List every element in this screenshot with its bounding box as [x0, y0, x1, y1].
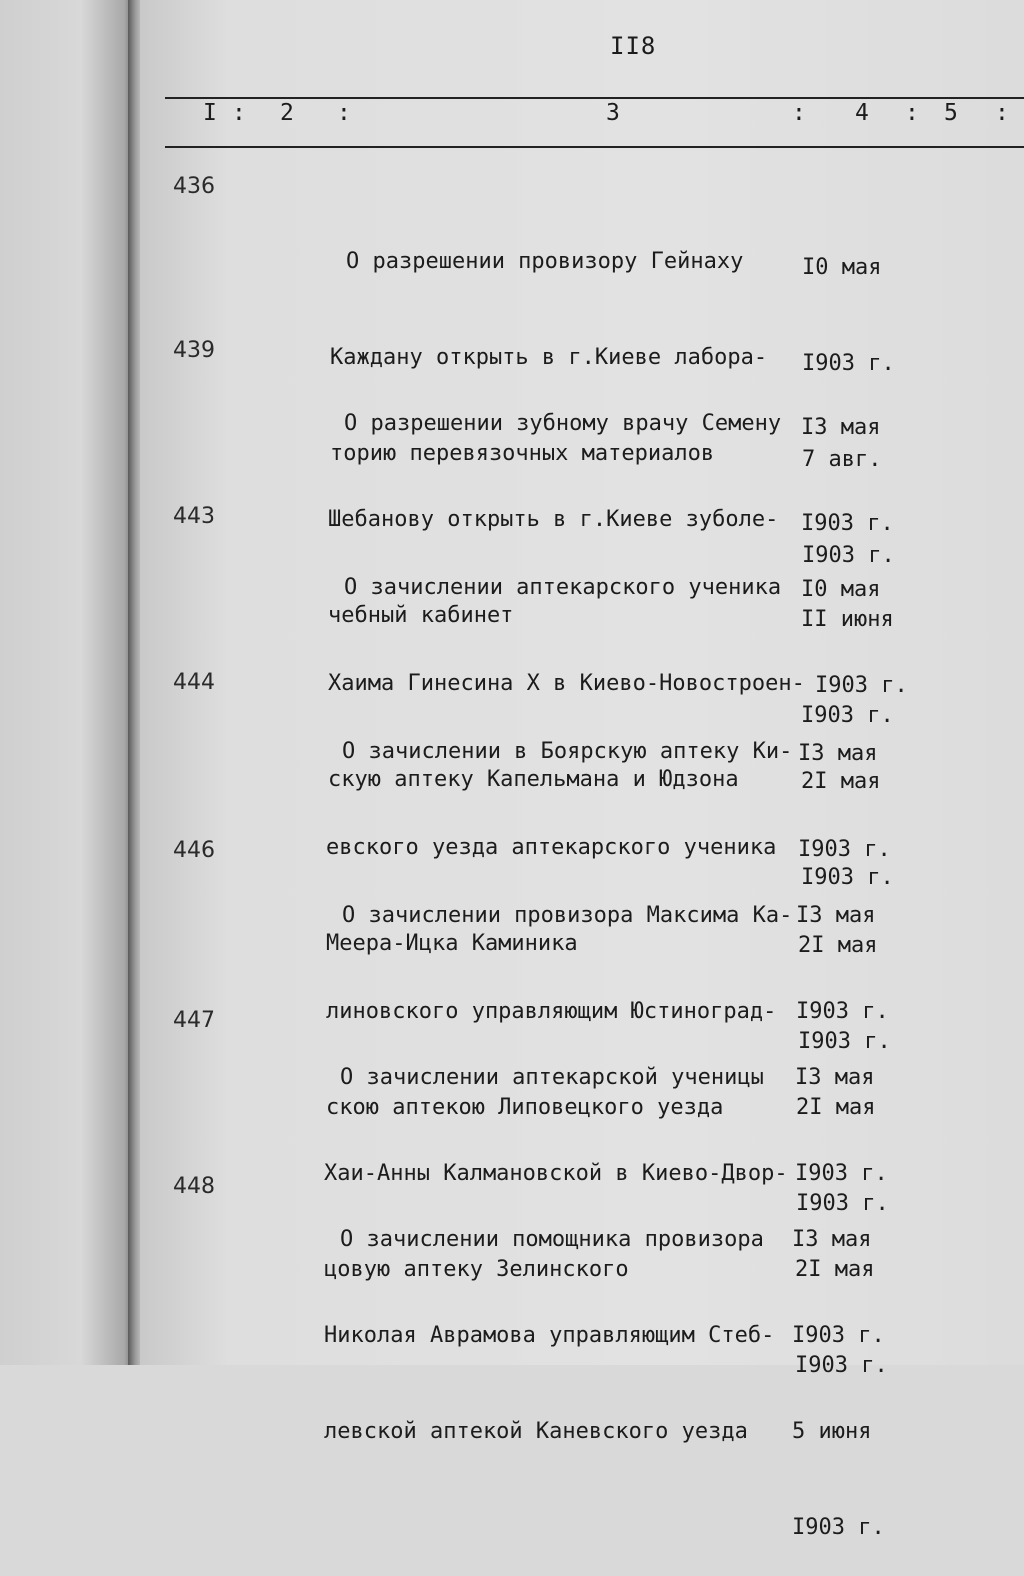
desc-line: левской аптекой Каневского уезда: [324, 1419, 748, 1444]
header-col-1: I: [203, 100, 217, 126]
date-end-year: I903 г.: [801, 865, 894, 890]
entry-number: 436: [173, 174, 215, 199]
date-start-year: I903 г.: [815, 673, 908, 698]
date-end-year: I903 г.: [796, 1191, 889, 1216]
desc-line: О зачислении аптекарской ученицы: [340, 1065, 764, 1090]
date-end: 2I мая: [798, 933, 878, 958]
header-col-4: 4: [855, 100, 869, 126]
desc-line: цовую аптеку Зелинского: [324, 1257, 629, 1282]
desc-line: О зачислении провизора Максима Ка-: [342, 903, 793, 928]
facing-page: [0, 0, 135, 1365]
entry-number: 446: [173, 838, 215, 863]
header-sep-2: :: [337, 100, 351, 126]
entry-description: [324, 1160, 775, 1480]
date-start: I3 мая: [798, 741, 878, 766]
desc-line: Меера-Ицка Каминика: [326, 931, 578, 956]
date-start: I3 мая: [796, 903, 876, 928]
header-col-2: 2: [280, 100, 294, 126]
entry-number: 443: [173, 504, 215, 529]
desc-line: О зачислении аптекарского ученика: [344, 575, 782, 600]
date-start: I3 мая: [801, 415, 881, 440]
date-start-year: I903 г.: [802, 351, 895, 376]
date-end: 2I мая: [801, 769, 881, 794]
date-start-year: I903 г.: [801, 511, 894, 536]
header-col-3: 3: [606, 100, 620, 126]
desc-line: скою аптекою Липовецкого уезда: [326, 1095, 724, 1120]
header-col-5: 5: [944, 100, 958, 126]
date-start: I0 мая: [801, 577, 881, 602]
desc-line: Хаима Гинесина Х в Киево-Новостроен-: [328, 671, 805, 696]
date-start-year: I903 г.: [792, 1323, 885, 1348]
desc-line: О зачислении в Боярскую аптеку Ки-: [342, 739, 793, 764]
date-end-year: I903 г.: [802, 543, 895, 568]
date-end-year: I903 г.: [795, 1353, 888, 1378]
desc-line: О зачислении помощника провизора: [340, 1227, 764, 1252]
page-number: II8: [610, 32, 657, 60]
date-end: 7 авг.: [802, 447, 882, 472]
header-sep-4: :: [905, 100, 919, 126]
date-start-year: I903 г.: [795, 1161, 888, 1186]
entry-number: 448: [173, 1174, 215, 1199]
date-end-year: I903 г.: [801, 703, 894, 728]
desc-line: Каждану открыть в г.Киеве лабора-: [330, 345, 768, 370]
date-end: II июня: [801, 607, 894, 632]
entry-dates: [792, 1160, 885, 1576]
desc-line: О разрешении провизору Гейнаху: [346, 249, 744, 274]
entry-number: 447: [173, 1008, 215, 1033]
desc-line: чебный кабинет: [328, 603, 514, 628]
header-sep-1: :: [232, 100, 246, 126]
desc-line: линовского управляющим Юстиноград-: [326, 999, 777, 1024]
entry-number: 444: [173, 670, 215, 695]
date-start-year: I903 г.: [798, 837, 891, 862]
header-sep-5: :: [995, 100, 1009, 126]
date-start-year: I903 г.: [796, 999, 889, 1024]
desc-line: О разрешении зубному врачу Семену: [344, 411, 782, 436]
desc-line: Хаи-Анны Калмановской в Киево-Двор-: [324, 1161, 788, 1186]
date-end: 2I мая: [795, 1257, 875, 1282]
desc-line: торию перевязочных материалов: [330, 441, 715, 466]
desc-line: Шебанову открыть в г.Киеве зуболе-: [328, 507, 779, 532]
desc-line: скую аптеку Капельмана и Юдзона: [328, 767, 739, 792]
header-rule-top: [165, 97, 1024, 99]
date-end: 5 июня: [792, 1419, 872, 1444]
date-end-year: I903 г.: [792, 1515, 885, 1540]
date-start: I3 мая: [792, 1227, 872, 1252]
entry-number: 439: [173, 338, 215, 363]
header-sep-3: :: [792, 100, 806, 126]
desc-line: Николая Аврамова управляющим Стеб-: [324, 1323, 775, 1348]
date-start: I0 мая: [802, 255, 882, 280]
date-end: 2I мая: [796, 1095, 876, 1120]
desc-line: евского уезда аптекарского ученика: [326, 835, 777, 860]
date-end-year: I903 г.: [798, 1029, 891, 1054]
date-start: I3 мая: [795, 1065, 875, 1090]
header-rule-bottom: [165, 146, 1024, 148]
